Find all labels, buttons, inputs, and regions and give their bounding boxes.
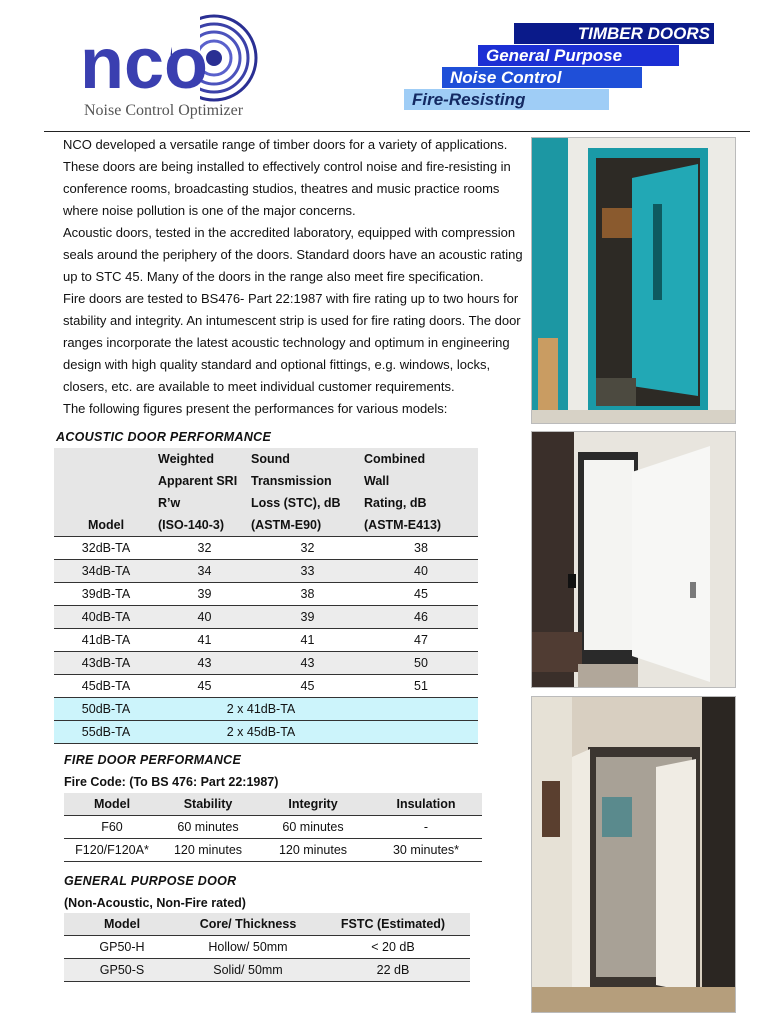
cell-combo: 2 x 41dB-TA [158,698,364,721]
col-header-core: Core/ Thickness [180,913,316,936]
acoustic-table [54,448,478,744]
col-header-sri [158,448,251,537]
cell-model: 34dB-TA [54,560,158,583]
cell-stc: 41 [251,629,364,652]
cell-fstc: 22 dB [316,959,470,982]
col-header-wall [364,448,478,537]
col-header-stc [251,448,364,537]
acoustic-header-row [54,448,478,537]
cell-model: 39dB-TA [54,583,158,606]
fire-table [64,793,482,862]
cell-sri: 34 [158,560,251,583]
banner-timber-doors: TIMBER DOORS [514,23,714,44]
header-line: Transmission [251,474,332,488]
cell-empty [364,698,478,721]
cell-stc: 39 [251,606,364,629]
cell-model: 50dB-TA [54,698,158,721]
fire-header-row [64,793,482,816]
white-door-photo [531,431,736,688]
header-line: R’w [158,496,181,510]
white-door-illustration [532,432,735,687]
intro-paragraph: Fire doors are tested to BS476- Part 22:1987 with fire rating up to two hours for stability and integrity. An intumescent strip is used for fire rating doors. The door ranges incorporate the latest acoustic technology and optimum in engineering design with high quality standard and optional fittings, e.g. windows, locks, closers, etc. are available to meet individual customer requirements. [63,291,521,394]
cell-insulation: 30 minutes* [370,839,482,862]
cell-wall: 46 [364,606,478,629]
cell-wall: 50 [364,652,478,675]
general-subtitle: (Non-Acoustic, Non-Fire rated) [64,896,246,910]
cell-stability: 120 minutes [160,839,256,862]
cell-stc: 38 [251,583,364,606]
acoustic-section-title: ACOUSTIC DOOR PERFORMANCE [56,430,272,444]
table-row [54,675,478,698]
intro-paragraph: Acoustic doors, tested in the accredited laboratory, equipped with compression seals around the periphery of the doors. Standard doors have an acoustic rating up to STC 45. Many of the doors in the range also meet fire specification. [63,225,523,284]
col-header-model: Model [64,913,180,936]
cell-stc: 45 [251,675,364,698]
cell-wall: 51 [364,675,478,698]
table-row [64,839,482,862]
banner-fire-resisting: Fire-Resisting [404,89,609,110]
cell-stability: 60 minutes [160,816,256,839]
cell-model: 43dB-TA [54,652,158,675]
fire-subtitle: Fire Code: (To BS 476: Part 22:1987) [64,775,279,789]
table-row [54,629,478,652]
teal-door-photo [531,137,736,424]
cell-model: F120/F120A* [64,839,160,862]
cell-sri: 32 [158,537,251,560]
table-row [54,537,478,560]
double-door-illustration [532,697,735,1012]
table-row [54,652,478,675]
header-line: (ISO-140-3) [158,518,224,532]
general-section-title: GENERAL PURPOSE DOOR [64,874,237,888]
cell-integrity: 120 minutes [256,839,370,862]
table-row [64,816,482,839]
cell-wall: 47 [364,629,478,652]
cell-model: 55dB-TA [54,721,158,744]
header-line: Combined [364,452,426,466]
cell-model: 40dB-TA [54,606,158,629]
col-header-model: Model [64,793,160,816]
cell-model: 45dB-TA [54,675,158,698]
header-line: Wall [364,474,390,488]
col-header-fstc: FSTC (Estimated) [316,913,470,936]
cell-sri: 39 [158,583,251,606]
table-row [64,959,470,982]
cell-wall: 45 [364,583,478,606]
nco-logo [80,14,280,124]
col-header-model: Model [54,448,158,537]
nco-logo-mark [80,14,280,104]
banner-noise-control: Noise Control [442,67,642,88]
table-row [54,721,478,744]
cell-sri: 43 [158,652,251,675]
col-header-integrity: Integrity [256,793,370,816]
fire-section-title: FIRE DOOR PERFORMANCE [64,753,242,767]
col-header-stability: Stability [160,793,256,816]
cell-fstc: < 20 dB [316,936,470,959]
cell-model: 41dB-TA [54,629,158,652]
cell-model: 32dB-TA [54,537,158,560]
cell-stc: 32 [251,537,364,560]
cell-model: F60 [64,816,160,839]
cell-combo: 2 x 45dB-TA [158,721,364,744]
table-row [64,936,470,959]
header-line: (ASTM-E90) [251,518,322,532]
cell-insulation: - [370,816,482,839]
cell-integrity: 60 minutes [256,816,370,839]
teal-door-illustration [532,138,735,423]
cell-stc: 43 [251,652,364,675]
double-door-photo [531,696,736,1013]
header-line: Rating, dB [364,496,427,510]
cell-empty [364,721,478,744]
cell-wall: 38 [364,537,478,560]
table-row [54,606,478,629]
logo-subtitle: Noise Control Optimizer [84,102,244,119]
header-line: Apparent SRI [158,474,238,488]
table-row [54,698,478,721]
col-header-insulation: Insulation [370,793,482,816]
cell-model: GP50-H [64,936,180,959]
header-line: Sound [251,452,290,466]
cell-sri: 40 [158,606,251,629]
cell-sri: 41 [158,629,251,652]
header-divider [44,131,750,132]
header-line: (ASTM-E413) [364,518,442,532]
intro-paragraph: NCO developed a versatile range of timber doors for a variety of applications. These doors are being installed to effectively control noise and fire-resisting in conference rooms, broadcasting studios, theatres and music practice rooms where noise pollution is one of the major concerns. [63,137,511,218]
intro-text [63,134,525,420]
table-row [54,560,478,583]
cell-sri: 45 [158,675,251,698]
header-line: Loss (STC), dB [251,496,341,510]
cell-core: Solid/ 50mm [180,959,316,982]
table-row [54,583,478,606]
logo-text: nco [80,24,209,104]
cell-wall: 40 [364,560,478,583]
intro-paragraph: The following figures present the performances for various models: [63,401,448,416]
general-table [64,913,470,982]
general-header-row [64,913,470,936]
cell-core: Hollow/ 50mm [180,936,316,959]
banner-general-purpose: General Purpose [478,45,679,66]
header-line: Weighted [158,452,215,466]
cell-model: GP50-S [64,959,180,982]
cell-stc: 33 [251,560,364,583]
